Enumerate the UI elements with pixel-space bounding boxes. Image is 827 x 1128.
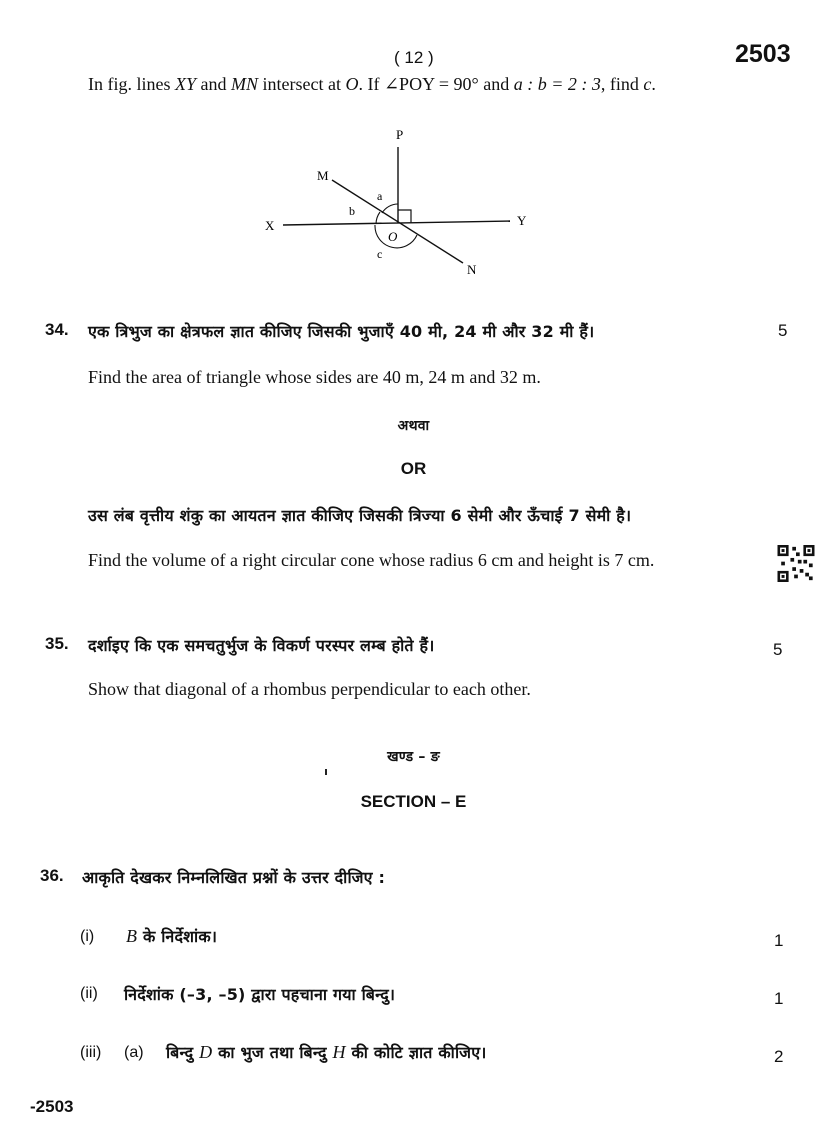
q34-hindi-text: एक त्रिभुज का क्षेत्रफल ज्ञात कीजिए जिसकी भुजाएँ 40 मी, 24 मी और 32 मी हैं।	[88, 322, 595, 341]
q33-text: In fig. lines	[88, 74, 175, 94]
q33-text: , find	[600, 74, 644, 94]
q33-text: . If ∠POY = 90° and	[358, 74, 514, 94]
q34-or-english: OR	[400, 459, 427, 478]
q34-number: 34.	[45, 320, 69, 339]
q34-or-hindi: अथवा	[397, 418, 430, 434]
q33-text: and	[196, 74, 232, 94]
angle-b-arc	[376, 212, 380, 224]
label-angle-b: b	[349, 204, 355, 218]
q34-english-text: Find the area of triangle whose sides are 40 m, 24 m and 32 m.	[88, 367, 541, 387]
label-y: Y	[517, 213, 527, 228]
section-e-hindi: खण्ड – ङ	[387, 749, 440, 765]
paper-code: 2503	[735, 40, 791, 68]
q36-var-d: D	[199, 1042, 213, 1062]
q35-number: 35.	[45, 634, 69, 653]
q36-part-iii-body: की कोटि ज्ञात कीजिए।	[345, 1043, 487, 1062]
q34-alt-hindi-text: उस लंब वृत्तीय शंकु का आयतन ज्ञात कीजिए जिसकी त्रिज्या 6 सेमी और ऊँचाई 7 सेमी है।	[88, 506, 632, 525]
page-number: ( 12 )	[394, 48, 434, 67]
q33-text: .	[651, 74, 656, 94]
q36-part-iii-marks: 2	[774, 1047, 784, 1066]
q33-text: intersect at	[258, 74, 346, 94]
q36-number: 36.	[40, 866, 64, 885]
q36-part-ii-label: (ii)	[80, 985, 98, 1002]
label-p: P	[396, 127, 404, 142]
q36-part-i-label: (i)	[80, 928, 95, 945]
q33-line-mn: MN	[231, 74, 259, 94]
q34-marks: 5	[778, 321, 788, 340]
q36-var-b: B	[126, 926, 138, 946]
q36-part-iii-body: का भुज तथा बिन्दु	[212, 1043, 333, 1062]
q33-statement	[88, 74, 656, 95]
footer-code: -2503	[30, 1097, 74, 1116]
section-e-english: SECTION – E	[360, 792, 467, 811]
intersecting-lines-figure	[255, 122, 545, 282]
q34-alt-english-text: Find the volume of a right circular cone whose radius 6 cm and height is 7 cm.	[88, 550, 655, 570]
q33-line-xy: XY	[175, 74, 197, 94]
q33-point-o: O	[345, 74, 359, 94]
label-m: M	[317, 168, 329, 183]
q36-var-h: H	[332, 1042, 346, 1062]
label-n: N	[467, 262, 477, 277]
q35-hindi-text: दर्शाइए कि एक समचतुर्भुज के विकर्ण परस्पर लम्ब होते हैं।	[88, 636, 435, 655]
q36-part-i-marks: 1	[774, 931, 784, 950]
q36-part-iii-text	[166, 1041, 487, 1063]
q33-ratio: a : b = 2 : 3	[513, 74, 601, 94]
q36-part-ii-marks: 1	[774, 989, 784, 1008]
q35-marks: 5	[773, 640, 783, 659]
label-o: O	[388, 229, 398, 244]
q35-english-text: Show that diagonal of a rhombus perpendicular to each other.	[88, 679, 531, 699]
q36-part-iii-sub-label: (a)	[124, 1044, 144, 1061]
q36-part-i-body: के निर्देशांक।	[137, 927, 218, 946]
qr-code-icon	[776, 545, 816, 582]
label-angle-a: a	[377, 189, 383, 203]
q36-part-iii-body: बिन्दु	[166, 1043, 200, 1062]
stray-mark	[325, 769, 327, 775]
q33-var-c: c	[643, 74, 652, 94]
label-angle-c: c	[377, 247, 383, 261]
q36-part-ii-text: निर्देशांक (–3, –5) द्वारा पहचाना गया बिन्दु।	[124, 985, 396, 1004]
label-x: X	[265, 218, 275, 233]
q36-part-i-text	[126, 925, 217, 947]
angle-a-arc	[382, 204, 398, 213]
q36-intro: आकृति देखकर निम्नलिखित प्रश्नों के उत्तर दीजिए :	[82, 868, 386, 887]
q36-part-iii-label: (iii)	[80, 1044, 102, 1061]
right-angle-mark	[398, 210, 411, 223]
